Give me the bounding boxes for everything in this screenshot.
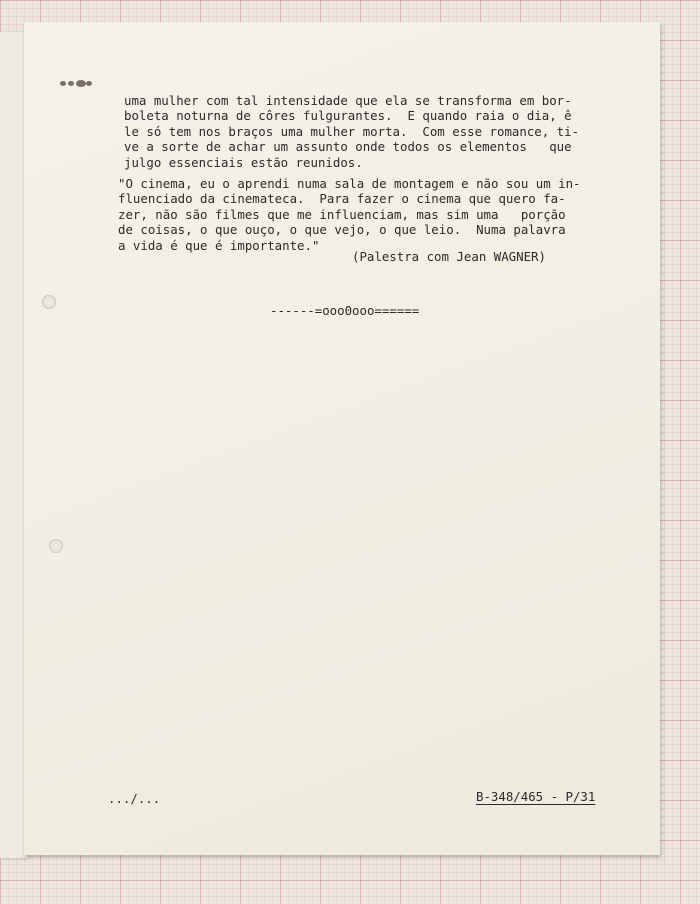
paragraph-2-quote: "O cinema, eu o aprendi numa sala de montagem e não sou um in- fluenciado da cinemateca. Para fazer o cinema que quero fa- zer, não são filmes que me influenciam, mas sim uma porção de coisas, o que ouço, o que vejo, o que leio. Numa palavra a vida é que é importante."	[118, 176, 581, 253]
reference-code: B-348/465 - P/31	[476, 789, 596, 804]
continued-marker: .../...	[108, 791, 161, 806]
paragraph-1: uma mulher com tal intensidade que ela se transforma em bor- boleta noturna de côres fulgurantes. E quando raia o dia, ê le só tem nos braços uma mulher morta. Com esse romance, ti- ve a sorte de achar um assunto onde todos os elementos que julgo essenciais estão reunidos.	[124, 93, 580, 170]
ink-smudge	[56, 77, 98, 91]
attribution: (Palestra com Jean WAGNER)	[352, 249, 546, 264]
section-separator: ------=ooo0ooo======	[270, 303, 420, 318]
punch-hole-bottom	[49, 539, 63, 553]
punch-hole-top	[42, 295, 56, 309]
